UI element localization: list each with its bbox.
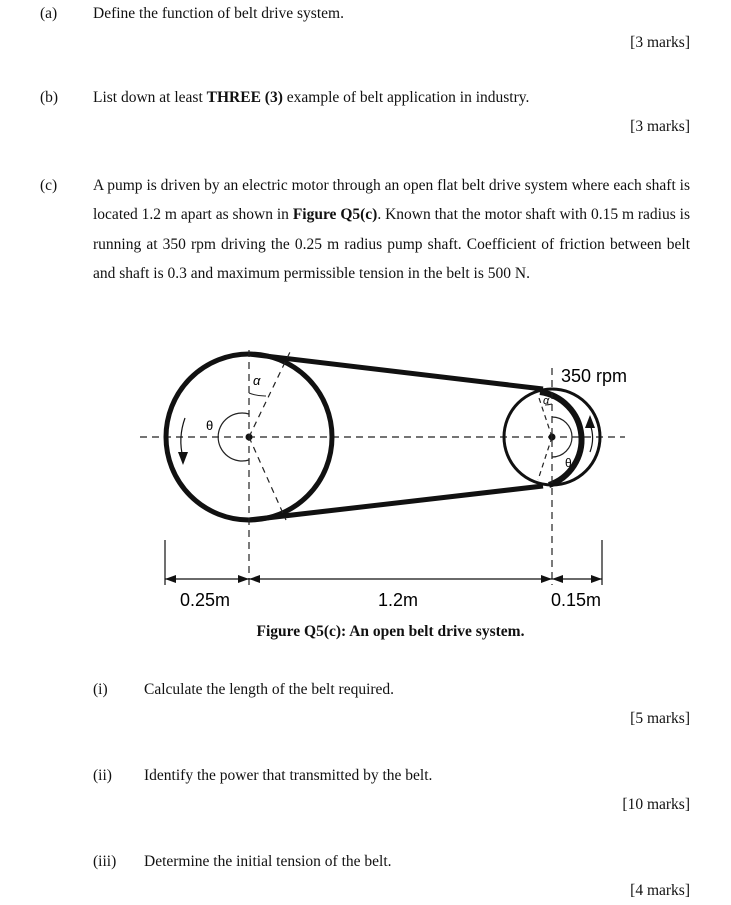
large-theta-arc	[218, 413, 249, 461]
question-b-marks: [3 marks]	[630, 118, 690, 135]
sub-i-label: (i)	[93, 681, 108, 698]
large-pulley-radial-bottom	[249, 437, 286, 520]
sub-ii-text: Identify the power that transmitted by the belt.	[144, 767, 433, 784]
sub-iii-label: (iii)	[93, 853, 117, 870]
dim-right-label: 0.15m	[551, 590, 602, 610]
small-rotation-arc	[590, 424, 593, 452]
question-a-label: (a)	[40, 5, 58, 22]
question-a-marks: [3 marks]	[630, 34, 690, 51]
small-alpha-label: α	[543, 395, 550, 407]
sub-ii-marks: [10 marks]	[622, 796, 690, 813]
large-alpha-arc	[249, 393, 266, 396]
sub-ii-label: (ii)	[93, 767, 112, 784]
small-theta-label: θ	[565, 456, 572, 470]
rpm-label: 350 rpm	[561, 366, 628, 386]
dim-arrow	[552, 575, 563, 583]
question-b-text: List down at least THREE (3) example of belt application in industry.	[93, 89, 530, 106]
dim-arrow	[238, 575, 249, 583]
dim-arrow	[591, 575, 602, 583]
dim-arrow	[541, 575, 552, 583]
sub-i-text: Calculate the length of the belt required.	[144, 681, 395, 698]
dim-mid-label: 1.2m	[378, 590, 419, 610]
question-c-text: A pump is driven by an electric motor through an open flat belt drive system where each shaft is located 1.2 m apart as shown in Figure Q5(c). Known that the motor shaft with 0.15 m radius is running at 350 rpm driving the 0.25 m radius pump shaft. Coefficient of friction between belt and shaft is 0.3 and maximum permissible tension in the belt is 500 N.	[93, 177, 690, 282]
belt-bottom-segment	[249, 486, 543, 520]
sub-iii-text: Determine the initial tension of the belt.	[144, 853, 392, 870]
large-alpha-label: α	[253, 373, 261, 388]
question-b-label: (b)	[40, 89, 59, 106]
dim-arrow	[165, 575, 176, 583]
question-c-label: (c)	[40, 177, 58, 194]
figure-caption: Figure Q5(c): An open belt drive system.	[256, 623, 525, 640]
small-pulley-radial-bottom	[538, 437, 552, 480]
small-rotation-arrowhead	[585, 415, 595, 428]
large-theta-label: θ	[206, 418, 214, 433]
sub-iii-marks: [4 marks]	[630, 882, 690, 899]
sub-i-marks: [5 marks]	[630, 710, 690, 727]
question-a-text: Define the function of belt drive system.	[93, 5, 344, 22]
large-rotation-arrowhead	[178, 452, 188, 465]
dim-left-label: 0.25m	[180, 590, 231, 610]
belt-top-segment	[249, 354, 543, 389]
dim-arrow	[249, 575, 260, 583]
